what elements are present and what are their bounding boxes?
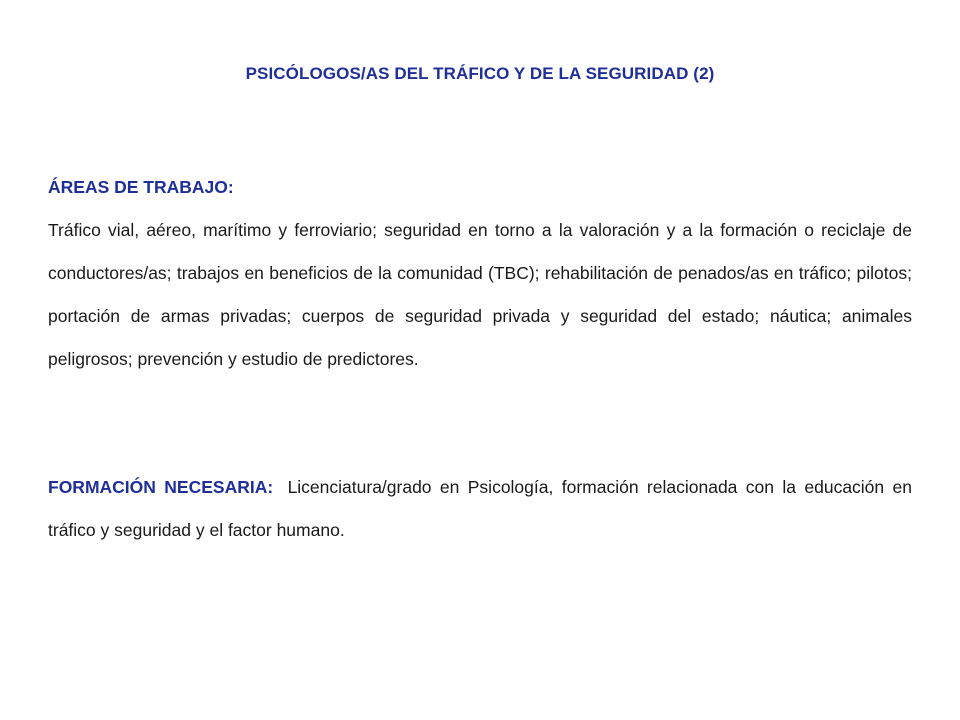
formacion-section [48,466,912,552]
areas-heading: ÁREAS DE TRABAJO: [48,177,234,197]
slide-title: PSICÓLOGOS/AS DEL TRÁFICO Y DE LA SEGURIDAD (2) [245,64,715,83]
areas-section [48,166,912,381]
formacion-heading: FORMACIÓN NECESARIA: [48,477,274,497]
formacion-text: Licenciatura/grado en Psicología, formación relacionada con la educación en tráfico y seguridad y el factor humano. [48,477,912,540]
areas-text: Tráfico vial, aéreo, marítimo y ferroviario; seguridad en torno a la valoración y a la formación o reciclaje de conductores/as; trabajos en beneficios de la comunidad (TBC); rehabilitación de penados/as en tráfico; pilotos; portación de armas privadas; cuerpos de seguridad privada y seguridad del estado; náutica; animales peligrosos; prevención y estudio de predictores. [48,220,912,369]
